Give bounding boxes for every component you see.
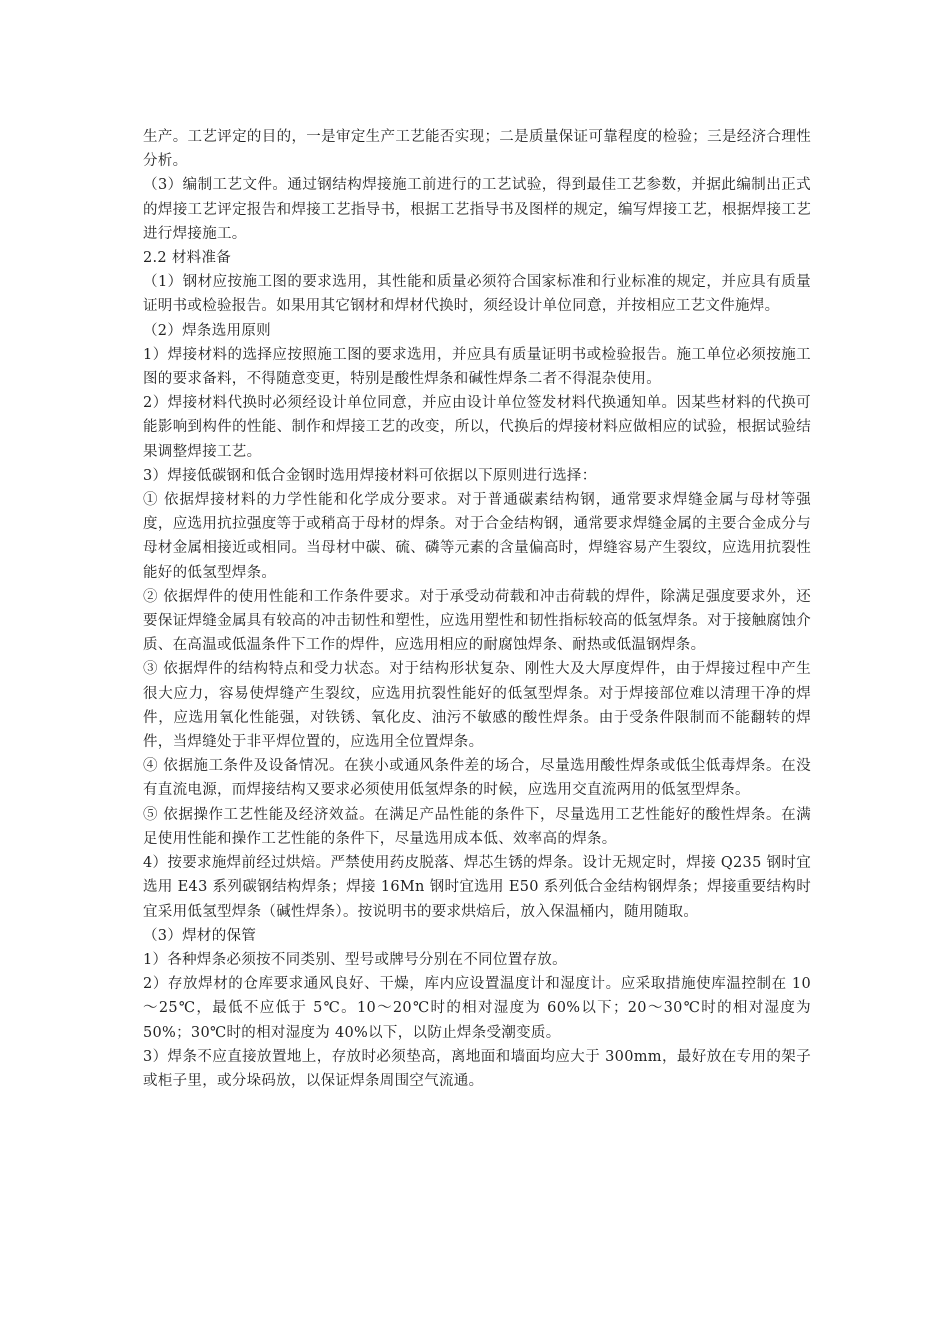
principle-item-4: ④ 依据施工条件及设备情况。在狭小或通风条件差的场合，尽量选用酸性焊条或低尘低毒焊条。在没有直流电源，而焊接结构又要求必须使用低氢焊条的时候，应选用交直流两用的低氢型焊条。 (143, 758, 811, 799)
list-item-selection-3: 3）焊接低碳钢和低合金钢时选用焊接材料可依据以下原则进行选择： (143, 467, 597, 484)
list-item-storage-2: 2）存放焊材的仓库要求通风良好、干燥，库内应设置温度计和湿度计。应采取措施使库温控制在 10～25℃，最低不应低于 5℃。10～20℃时的相对湿度为 60%以下；20～30℃时的相对湿度为 50%；30℃时的相对湿度为 40%以下，以防止焊条受潮变质。 (143, 976, 811, 1041)
paragraph-process-evaluation: 生产。工艺评定的目的，一是审定生产工艺能否实现；二是质量保证可靠程度的检验；三是经济合理性分析。 (143, 129, 811, 170)
subheading-storage: （3）焊材的保管 (143, 927, 257, 944)
subheading-electrode-selection: （2）焊条选用原则 (143, 322, 271, 339)
section-heading-material-prep: 2.2 材料准备 (143, 250, 232, 267)
list-item-storage-1: 1）各种焊条必须按不同类别、型号或牌号分别在不同位置存放。 (143, 951, 567, 968)
principle-item-1: ① 依据焊接材料的力学性能和化学成分要求。对于普通碳素结构钢，通常要求焊缝金属与母材等强度，应选用抗拉强度等于或稍高于母材的焊条。对于合金结构钢，通常要求焊缝金属的主要合金成分与母材金属相接近或相同。当母材中碳、硫、磷等元素的含量偏高时，焊缝容易产生裂纹，应选用抗裂性能好的低氢型焊条。 (143, 492, 811, 581)
document-body (143, 125, 811, 1093)
paragraph-process-documents: （3）编制工艺文件。通过钢结构焊接施工前进行的工艺试验，得到最佳工艺参数，并据此编制出正式的焊接工艺评定报告和焊接工艺指导书，根据工艺指导书及图样的规定，编写焊接工艺，根据焊接工艺进行焊接施工。 (143, 177, 811, 242)
list-item-selection-4: 4）按要求施焊前经过烘焙。严禁使用药皮脱落、焊芯生锈的焊条。设计无规定时，焊接 Q235 钢时宜选用 E43 系列碳钢结构焊条；焊接 16Mn 钢时宜选用 E50 系列低合金结构钢焊条；焊接重要结构时宜采用低氢型焊条（碱性焊条）。按说明书的要求烘焙后，放入保温桶内，随用随取。 (143, 855, 811, 920)
principle-item-5: ⑤ 依据操作工艺性能及经济效益。在满足产品性能的条件下，尽量选用工艺性能好的酸性焊条。在满足使用性能和操作工艺性能的条件下，尽量选用成本低、效率高的焊条。 (143, 806, 811, 847)
paragraph-steel-selection: （1）钢材应按施工图的要求选用，其性能和质量必须符合国家标准和行业标准的规定，并应具有质量证明书或检验报告。如果用其它钢材和焊材代换时，须经设计单位同意，并按相应工艺文件施焊。 (143, 274, 811, 315)
list-item-storage-3: 3）焊条不应直接放置地上，存放时必须垫高，离地面和墙面均应大于 300mm，最好放在专用的架子或柜子里，或分垛码放，以保证焊条周围空气流通。 (143, 1048, 811, 1089)
list-item-selection-1: 1）焊接材料的选择应按照施工图的要求选用，并应具有质量证明书或检验报告。施工单位必须按施工图的要求备料，不得随意变更，特别是酸性焊条和碱性焊条二者不得混杂使用。 (143, 346, 811, 388)
principle-item-3: ③ 依据焊件的结构特点和受力状态。对于结构形状复杂、刚性大及大厚度焊件，由于焊接过程中产生很大应力，容易使焊缝产生裂纹，应选用抗裂性能好的低氢型焊条。对于焊接部位难以清理干净的焊件，应选用氧化性能强，对铁锈、氧化皮、油污不敏感的酸性焊条。由于受条件限制而不能翻转的焊件，当焊缝处于非平焊位置的，应选用全位置焊条。 (143, 661, 811, 751)
principle-item-2: ② 依据焊件的使用性能和工作条件要求。对于承受动荷载和冲击荷载的焊件，除满足强度要求外，还要保证焊缝金属具有较高的冲击韧性和塑性，应选用塑性和韧性指标较高的低氢焊条。对于接触腐蚀介质、在高温或低温条件下工作的焊件，应选用相应的耐腐蚀焊条、耐热或低温钢焊条。 (143, 588, 811, 654)
list-item-selection-2: 2）焊接材料代换时必须经设计单位同意，并应由设计单位签发材料代换通知单。因某些材料的代换可能影响到构件的性能、制作和焊接工艺的改变，所以，代换后的焊接材料应做相应的试验，根据试验结果调整焊接工艺。 (143, 395, 811, 460)
